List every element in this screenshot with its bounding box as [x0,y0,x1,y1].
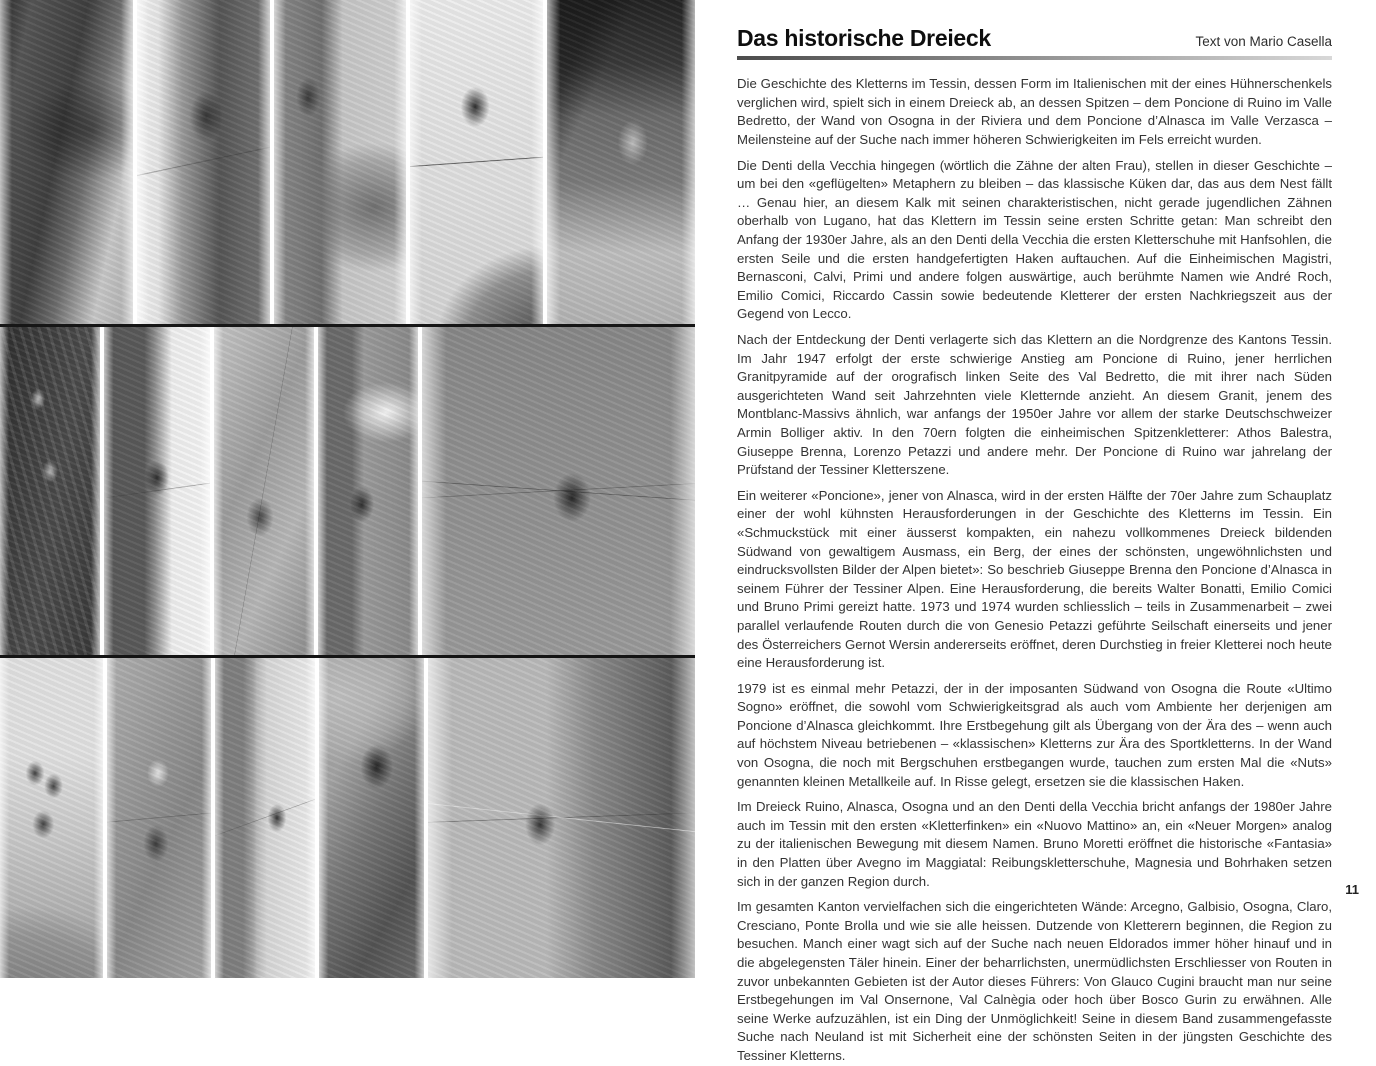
photo-pinnacle-rope-swing [215,658,315,978]
photo-abseiling-climber-clouds [318,327,418,655]
collage-row-2 [0,327,695,658]
article-body [737,75,1332,1065]
photo-granite-pinnacle-climber [0,0,133,324]
photo-slab-traverse-climber [214,327,314,655]
photo-arete-climber-misty-valley [274,0,406,324]
photo-ice-axe-climber [137,0,270,324]
article-paragraph-7: Im gesamten Kanton vervielfachen sich die eingerichteten Wände: Arcegno, Galbisio, Osogna, Claro, Cresciano, Ponte Brolla und wie sie alle heissen. Dutzende von Kletterern beginnen, die Region zu besuchen. Manch einer wagt sich auf der Suche nach neuen Eldorados immer höher hinauf und in die abgelegensten Täler hinein. Einer der beharrlichsten, unermüdlichsten Erschliesser von Routen in zuvor unbekannten Gebieten ist der Autor dieses Führers: Von Glauco Cugini braucht man nur seine Erstbegehungen im Val Onsernone, Val Calnègia oder hoch über Bosco Gurin zu erwähnen. Alle seine Werke aufzuzählen, ist ein Ding der Unmöglichkeit! Seine in diesem Band zusammengefasste Suche nach Neuland ist mit Sicherheit eine der schönsten Seiten in der jüngsten Geschichte des Tessiner Kletterns. [737,899,1332,1063]
photo-backpack-boulder-climber [319,658,424,978]
page-number: 11 [1345,882,1359,897]
article-paragraph-2: Die Denti della Vecchia hingegen (wörtlich die Zähne der alten Frau), stellen in dieser Geschichte – um bei den «geflügelten» Metaphern zu bleiben – das klassische Küken dar, das aus dem Nest fällt … Genau hier, an diesem Kalk mit seinen charakteristischen, nicht gerade jugendlichen Zähnen oberhalb von Lugano, hat das Klettern im Tessin seine ersten Schritte getan: Man schreibt den Anfang der 1930er Jahre, als an den Denti della Vecchia die ersten Kletterschuhe mit Hanfsohlen, die ersten Seile und die ersten handgefertigten Haken auftauchen. Auf die Einheimischen Magistri, Bernasconi, Calvi, Primi und andere folgen auswärtige, auch berühmte Namen wie André Roch, Emilio Comici, Riccardo Cassin sowie bedeutende Kletterer der ersten Nachkriegszeit aus der Gegend von Lecco. [737,157,1332,322]
photo-white-shirt-slab-climber [107,658,211,978]
article-paragraph-1: Die Geschichte des Kletterns im Tessin, dessen Form im Italienischen mit der eines Hühnerschenkels verglichen wird, spielt sich in einem Dreieck ab, an dessen Spitzen – dem Poncione di Ruino im Valle Bedretto, der Wand von Osogna in der Riviera und dem Poncione d’Alnasca im Valle Verzasca – Meilensteine auf der Suche nach immer höheren Schwierigkeiten im Fels erreicht wurden. [737,76,1332,148]
photo-hat-climber-on-rope [428,658,695,978]
collage-row-1 [0,0,695,327]
article-title: Das historische Dreieck [737,25,991,51]
article-byline: Text von Mario Casella [1195,34,1332,49]
article-paragraph-6: Im Dreieck Ruino, Alnasca, Osogna und an den Denti della Vecchia bricht anfangs der 1980er Jahre auch im Tessin mit den ersten «Kletterfinken» ein «Nuovo Mattino» an, ein «Neuer Morgen» analog zu der italienischen Bewegung mit diesem Namen. Bruno Moretti eröffnet die historische «Fantasia» in den Platten über Avegno im Maggiatal: Reibungskletterschuhe, Magnesia und Bohrhaken setzen sich in der ganzen Region durch. [737,799,1332,889]
photo-rope-dangling-climber [410,0,543,324]
article-header [737,26,1332,51]
photo-two-climbers-dark-wall [0,327,100,655]
article-paragraph-4: Ein weiterer «Poncione», jener von Alnasca, wird in der ersten Hälfte der 70er Jahre zum Schauplatz einer der wohl kühnsten Herausforderungen in der Geschichte des Kletterns im Tessin. Ein «Schmuckstück mit einer äusserst kompakten, ein nahezu vollkommenes Dreieck bildenden Südwand von gewaltigem Ausmass, ein Berg, der eines der schönsten, ungewöhnlichsten und eindrucksvollsten Bilder der Alpen bietet»: So beschrieb Giuseppe Brenna den Poncione d’Alnasca in seinem Führer der Tessiner Alpen. Eine Herausforderung, die bereits Walter Bonatti, Emilio Comici und Bruno Primi gereizt hatte. 1973 und 1974 wurden schliesslich – teils in Zusammenarbeit – zwei parallel verlaufende Routen durch die von Genesio Petazzi geführte Seilschaft einerseits und jener des Österreichers Gernot Wersin andererseits eröffnet, deren Durchstieg in freier Kletterei noch heute eine Herausforderung ist. [737,487,1332,671]
photo-collage [0,0,695,978]
title-rule [737,56,1332,60]
text-page [695,0,1376,1063]
photo-aid-climber-etriers [104,327,210,655]
photo-summit-group [0,658,103,978]
photo-wooden-hut-roped-climber [547,0,695,324]
article-paragraph-5: 1979 ist es einmal mehr Petazzi, der in der imposanten Südwand von Osogna die Route «Ultimo Sogno» eröffnet, die sowohl vom Schwierigkeitsgrad als auch vom Ambiente her derjenigen am Poncione d’Alnasca gleichkommt. Ihre Erstbegehung gilt als Übergang von der Ära des – wenn auch auf höchstem Niveau betriebenen – «klassischen» Kletterns zur Ära des Sportkletterns. In der Wand von Osogna, die noch mit Bergschuhen erstbegangen wurde, tauchen zum ersten Mal die «Nuts» genannten kleinen Metallkeile auf. In Risse gelegt, ersetzen sie die klassischen Haken. [737,680,1332,789]
collage-row-3 [0,658,695,978]
photo-spread-legged-rope-climber [422,327,695,655]
article-paragraph-3: Nach der Entdeckung der Denti verlagerte sich das Klettern an die Nordgrenze des Kantons Tessin. Im Jahr 1947 erfolgt der erste schwierige Anstieg am Poncione di Ruino, jener herrlichen Granitpyramide auf der orografisch linken Seite des Val Bedretto, die mit ihrer nach Süden ausgerichteten Wand seit Jahrzehnten viele Kletternde anzieht. An diesem Granit, jenem des Montblanc-Massivs ähnlich, war anfangs der 1950er Jahre vor allem der starke Deutschschweizer Armin Bolliger aktiv. In den 70ern folgten die einheimischen Spitzenkletterer: Athos Balestra, Giuseppe Brenna, Lorenzo Petazzi und andere mehr. Der Poncione di Ruino war jahrelang der Prüfstand der Tessiner Kletterszene. [737,332,1332,478]
